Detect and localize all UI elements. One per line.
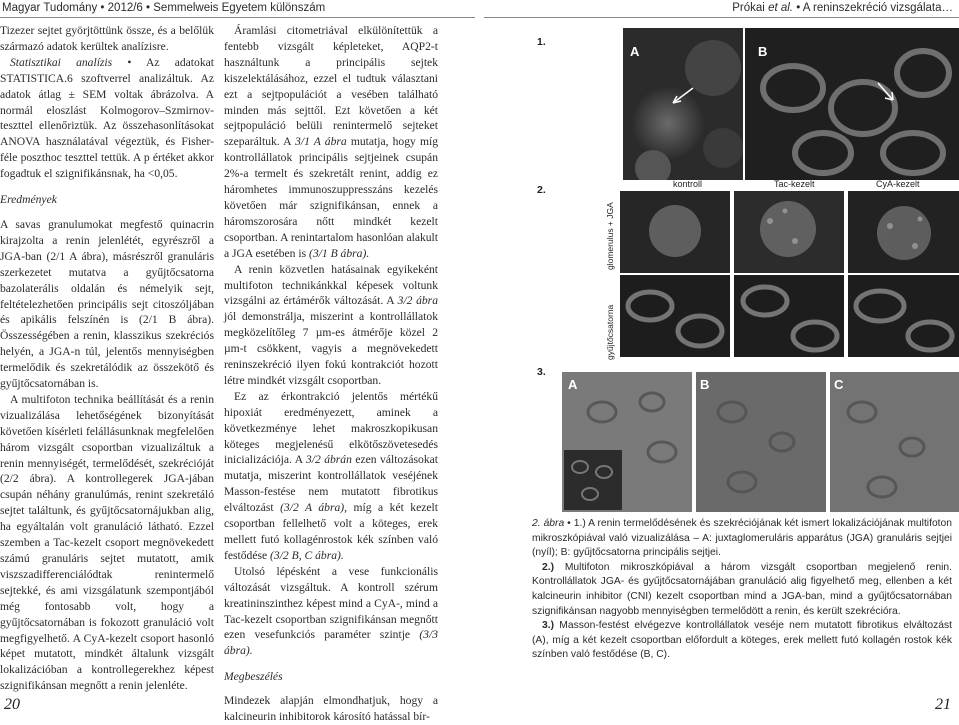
micrograph-panel-3	[562, 372, 959, 512]
paragraph: A renin közvetlen hatásainak egyikeként multifoton technikánkkal képesek voltunk vizsgálni az értámérők változását. A 3/2 ábra jól demonstrálja, miszerint a kontrollállatok megközelítőleg 7 µm-es átmérője közel 2 µm-t csökkent, vagyis a megnövekedett reninszekréció ilyen fokú kontrakciót hozott létre mindkét vizsgált csoportban.	[224, 262, 438, 387]
figure-caption	[532, 517, 952, 663]
caption-paragraph: 2.) Multifoton mikroszkópiával a három vizsgált csoportban megjelenő renin. Kontrollállatok JGA- és gyűjtőcsatornájában granuláció alig figyelhető meg, ellenben a két kalcineurin inhibitor (CNI) kezelt csoportban mind a JGA-ban, mind a gyűjtőcsatornában szignifikánsan nagyobb mennyiségben termelődött a renin, és került szekrécióra.	[532, 561, 952, 617]
panel-label: B	[700, 377, 710, 392]
paragraph: Áramlási citometriával elkülönítettük a fentebb vizsgált képleteket, AQP2-t használtunk a principális sejtek kiszelektálásához, ezzel el tudtuk választani ezt a sejtpopulációt a vesében található minden más sejttől. Ezt követően a két sejtpopuláció belüli renintermelő sejteket szeparáltuk. A 3/1 A ábra mutatja, hogy míg kontrollállatok principális sejtjeinek csupán 2%-a termelt és szekretált renint, addig ez háromhetes immunoszuppresszáns kezelés követően már szignifikánsan, ennek a háromszorosára nőtt mindkét kezelt csoportban. A renintartalom hasonlóan alakult a JGA esetében is (3/1 B ábra).	[224, 24, 438, 260]
column-label-kontroll: kontroll	[673, 179, 703, 189]
column-label-cya: CyA-kezelt	[876, 179, 920, 189]
paragraph: Mindezek alapján elmondhatjuk, hogy a kalcineurin inhibitorok károsító hatással bír-	[224, 694, 438, 724]
header-rule-right	[484, 17, 959, 18]
running-header-right: Prókai et al. • A reninszekréció vizsgálata…	[732, 2, 953, 14]
figure-part-number: 2.	[537, 184, 546, 196]
running-header-left: Magyar Tudomány • 2012/6 • Semmelweis Egyetem különszám	[2, 2, 326, 14]
panel-label: B	[758, 44, 768, 59]
section-heading: Megbeszélés	[224, 670, 283, 684]
panel-label: A	[630, 44, 640, 59]
figure-part-number: 1.	[537, 36, 546, 48]
text-column-2	[224, 23, 438, 725]
page-number-right: 21	[935, 696, 951, 713]
paragraph: Statisztikai analízis • Az adatokat STATISTICA.6 szoftverrel analizáltuk. Az adatok átlag ± SEM voltak ábrázolva. A normál eloszlást Kolmogorov–Szmirnov-teszttel ellenőriztük. Az összehasonlításokat ANOVA használatával végeztük, és Fisher- féle poszthoc teszttel tettük. A p értéket akkor fogadtuk el szignifikánsnak, ha <0,05.	[0, 55, 214, 181]
row-label-gyujtocsatorna: gyűjtőcsatorna	[605, 304, 615, 360]
paragraph: Utolsó lépésként a vese funkcionális változását vizsgáltuk. A kontroll szérum kreatininszinthez képest mind a CyA-, mind a Tac-kezelt csoportban szignifikánsan megnőtt ezen vesefunkciós paraméter szintje (3/3 ábra).	[224, 564, 438, 658]
page-number-left: 20	[4, 696, 20, 713]
header-rule-left	[0, 17, 475, 18]
paragraph: Ez az érkontrakció jelentős mértékű hipoxiát eredményezett, aminek a következménye lehet makroszkopikusan köteges megjelenésű elkötőszövetesedés inicializációja. A 3/2 ábrán ezen változásokat mutatja, miszerint kontrollállatok veséjének Masson-festése nem mutatott fibrotikus elváltozást (3/2 A ábra), míg a két kezelt csoportban fellelhető volt a köteges, erek mellett futó kollagénrostok kék színben való festődése (3/2 B, C ábra).	[224, 389, 438, 562]
column-label-tac: Tac-kezelt	[774, 179, 815, 189]
row-label-glomerulus: glomerulus + JGA	[605, 202, 615, 270]
panel-label: A	[568, 377, 578, 392]
paragraph: A multifoton technika beállítását és a renin vizualizálása lehetőségének bizonyítását követően kísérleti felállásunknak megfelelően három vizsgált csoportban vizualizáltuk a renin mennyiségét, termelődését, szekrécióját (2/2 ábra). A kontrollegerek JGA-jában csupán néhány granulúmás, renint szekretáló sejtet találtunk, és gyűjtőcsatornájukban alig, ha egyáltalán volt granuláció látható. Ezzel szemben a Tac-kezelt csoport megnövekedett számú granuláris sejtet mutatott, amik viszszadifferenciálódtak renintermelő sejtekké, és ami vizsgálatunk szempontjából még fontosabb volt, hogy a gyűjtőcsatornában is fokozott granuláció volt megfigyelhető. A CyA-kezelt csoport hasonló képet mutatott, mindkét általunk vizsgált lokalizációban a kontrollegerekhez képest szignifikánsan megnőtt a renin jelenléte.	[0, 392, 214, 693]
paragraph: A savas granulumokat megfestő quinacrin kirajzolta a renin jelenlétét, egyrészről a JGA-ban (2/1 A ábra), másrészről granuláris szerkezetet mutatva a gyűjtőcsatorna bazolaterális oldalán és némelyik sejt, feltételezhetően principális sejt citoszóljában és apikális felszínén is (2/1 B ábra). Összességében a renin, klasszikus szekréciós helyén, a JGA-n túl, jelentős mennyiségben termelődik és szekretálódik az összekötő és gyűjtőcsatornában is.	[0, 217, 214, 391]
section-heading: Eredmények	[0, 193, 57, 207]
micrograph-panel-2	[620, 191, 959, 357]
figure-part-number: 3.	[537, 366, 546, 378]
paragraph: Tizezer sejtet györjtöttünk össze, és a belőlük származó adatok kerültek analízisre.	[0, 24, 214, 53]
panel-label: C	[834, 377, 844, 392]
caption-paragraph: 2. ábra • 1.) A renin termelődésének és szekréciójának két ismert lokalizációjának multifoton mikroszkópiával való vizualizálása – A: juxtaglomeruláris apparátus (JGA) granuláris sejtjei (nyíl); B: gyűjtőcsatorna principális sejtjei.	[532, 518, 952, 559]
micrograph-panel-1	[623, 28, 959, 180]
caption-paragraph: 3.) Masson-festést elvégezve kontrollállatok veséje nem mutatott fibrotikus elváltozást (A), míg a két kezelt csoportban előfordult a köteges, erek mellett futó kollagén rostok kék színben való festődése (B, C).	[532, 620, 952, 661]
text-column-1	[0, 23, 214, 694]
